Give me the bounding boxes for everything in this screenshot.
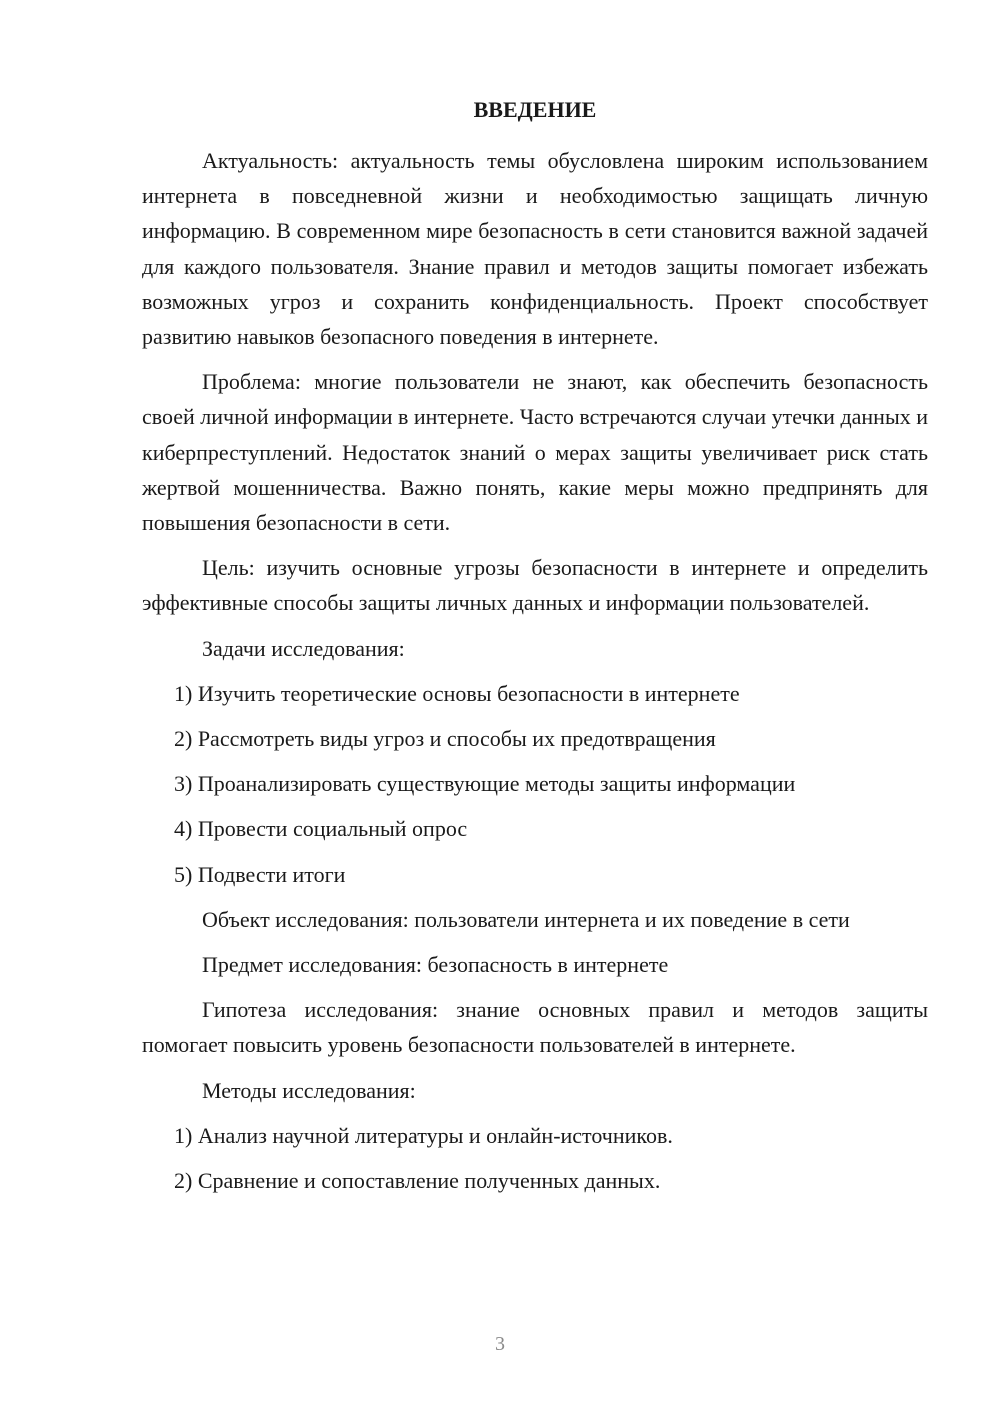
task-item: 5) Подвести итоги (174, 861, 346, 887)
method-item: 1) Анализ научной литературы и онлайн-источников. (174, 1122, 673, 1148)
task-item: 3) Проанализировать существующие методы защиты информации (174, 771, 796, 797)
hypothesis-paragraph: Гипотеза исследования: знание основных правил и методов защиты помогает повысить уровень безопасности пользователей в интернете. (142, 997, 928, 1058)
problem-paragraph: Проблема: многие пользователи не знают, как обеспечить безопасность своей личной информации в интернете. Часто встречаются случаи утечки данных и киберпреступлений. Недостаток знаний о мерах защиты увеличивает риск стать жертвой мошенничества. Важно понять, какие меры можно предпринять для повышения безопасности в сети. (142, 369, 929, 536)
task-item: 1) Изучить теоретические основы безопасности в интернете (174, 680, 740, 706)
subject-paragraph: Предмет исследования: безопасность в интернете (202, 952, 669, 978)
page-number: 3 (495, 1333, 505, 1355)
page-title: ВВЕДЕНИЕ (473, 97, 597, 122)
methods-heading: Методы исследования: (202, 1077, 416, 1103)
task-item: 2) Рассмотреть виды угроз и способы их предотвращения (174, 726, 716, 752)
method-item: 2) Сравнение и сопоставление полученных данных. (174, 1168, 661, 1194)
goal-paragraph: Цель: изучить основные угрозы безопасности в интернете и определить эффективные способы защиты личных данных и информации пользователей. (142, 555, 928, 616)
tasks-heading: Задачи исследования: (202, 635, 405, 661)
relevance-paragraph: Актуальность: актуальность темы обусловлена широким использованием интернета в повседневной жизни и необходимостью защищать личную информацию. В современном мире безопасность в сети становится важной задачей для каждого пользователя. Знание правил и методов защиты помогает избежать возможных угроз и сохранить конфиденциальность. Проект способствует развитию навыков безопасного поведения в интернете. (142, 148, 928, 350)
task-item: 4) Провести социальный опрос (174, 816, 468, 842)
document-page (142, 95, 928, 1208)
object-paragraph: Объект исследования: пользователи интернета и их поведение в сети (202, 906, 850, 932)
